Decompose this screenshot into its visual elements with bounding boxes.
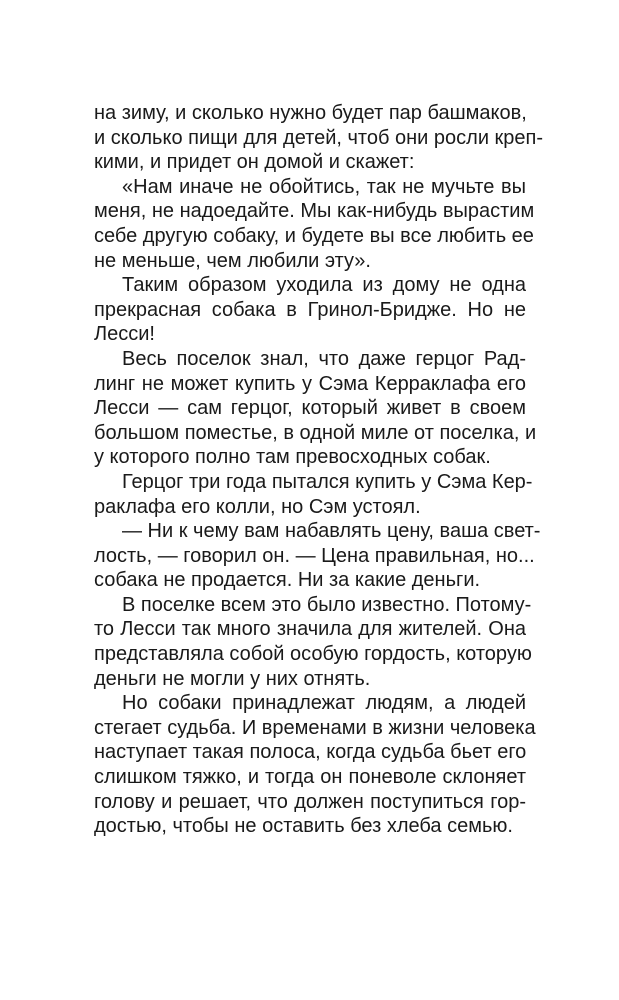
text-line: стегает судьба. И временами в жизни человека [94,716,536,739]
text-line: Но собаки принадлежат людям, а людей [122,692,526,715]
text-line: Лесси! [94,323,155,346]
text-line: Таким образом уходила из дому не одна [122,274,526,297]
text-line: линг не может купить у Сэма Керраклафа его [94,372,526,395]
text-line: наступает такая полоса, когда судьба бьет его [94,741,527,764]
text-line: голову и решает, что должен поступиться гор- [94,790,526,813]
text-line: достью, чтобы не оставить без хлеба семью. [94,815,513,838]
paragraph-1 [94,101,544,175]
text-line: кими, и придет он домой и скажет: [94,151,415,174]
text-line: на зиму, и сколько нужно будет пар башмаков, [94,102,527,124]
text-line: то Лесси так много значила для жителей. Она [94,618,526,641]
text-line: — Ни к чему вам набавлять цену, ваша свет- [122,520,541,543]
text-line: слишком тяжко, и тогда он поневоле склоняет [94,766,526,789]
paragraph-4 [94,347,537,470]
paragraph-5 [94,470,533,519]
text-line: деньги не могли у них отнять. [94,667,371,690]
text-line: и сколько пищи для детей, чтоб они росли креп- [94,126,544,149]
paragraph-2 [94,175,535,273]
paragraph-3 [94,273,526,347]
text-line: Герцог три года пытался купить у Сэма Кер- [122,470,533,493]
paragraph-8 [94,691,536,839]
text-line: Весь поселок знал, что даже герцог Рад- [122,347,526,370]
text-line: меня, не надоедайте. Мы как-нибудь вырастим [94,200,535,223]
text-line: лость, — говорил он. — Цена правильная, но... [94,544,535,567]
text-line: прекрасная собака в Гринол-Бридже. Но не [94,298,526,321]
text-line: не меньше, чем любили эту». [94,249,371,272]
text-line: Лесси — сам герцог, который живет в своем [94,397,526,420]
text-line: представляла собой особую гордость, которую [94,643,532,666]
text-line: собака не продается. Ни за какие деньги. [94,569,481,592]
text-line: у которого полно там превосходных собак. [94,446,491,469]
text-line: раклафа его колли, но Сэм устоял. [94,495,421,518]
text-line: себе другую собаку, и будете вы все любить ее [94,224,534,247]
text-line: большом поместье, в одной миле от поселка, и [94,421,537,444]
book-page [94,101,544,839]
paragraph-7 [94,593,532,691]
text-line: «Нам иначе не обойтись, так не мучьте вы [122,175,526,198]
paragraph-6 [94,519,541,593]
text-line: В поселке всем это было известно. Потому- [122,593,532,616]
